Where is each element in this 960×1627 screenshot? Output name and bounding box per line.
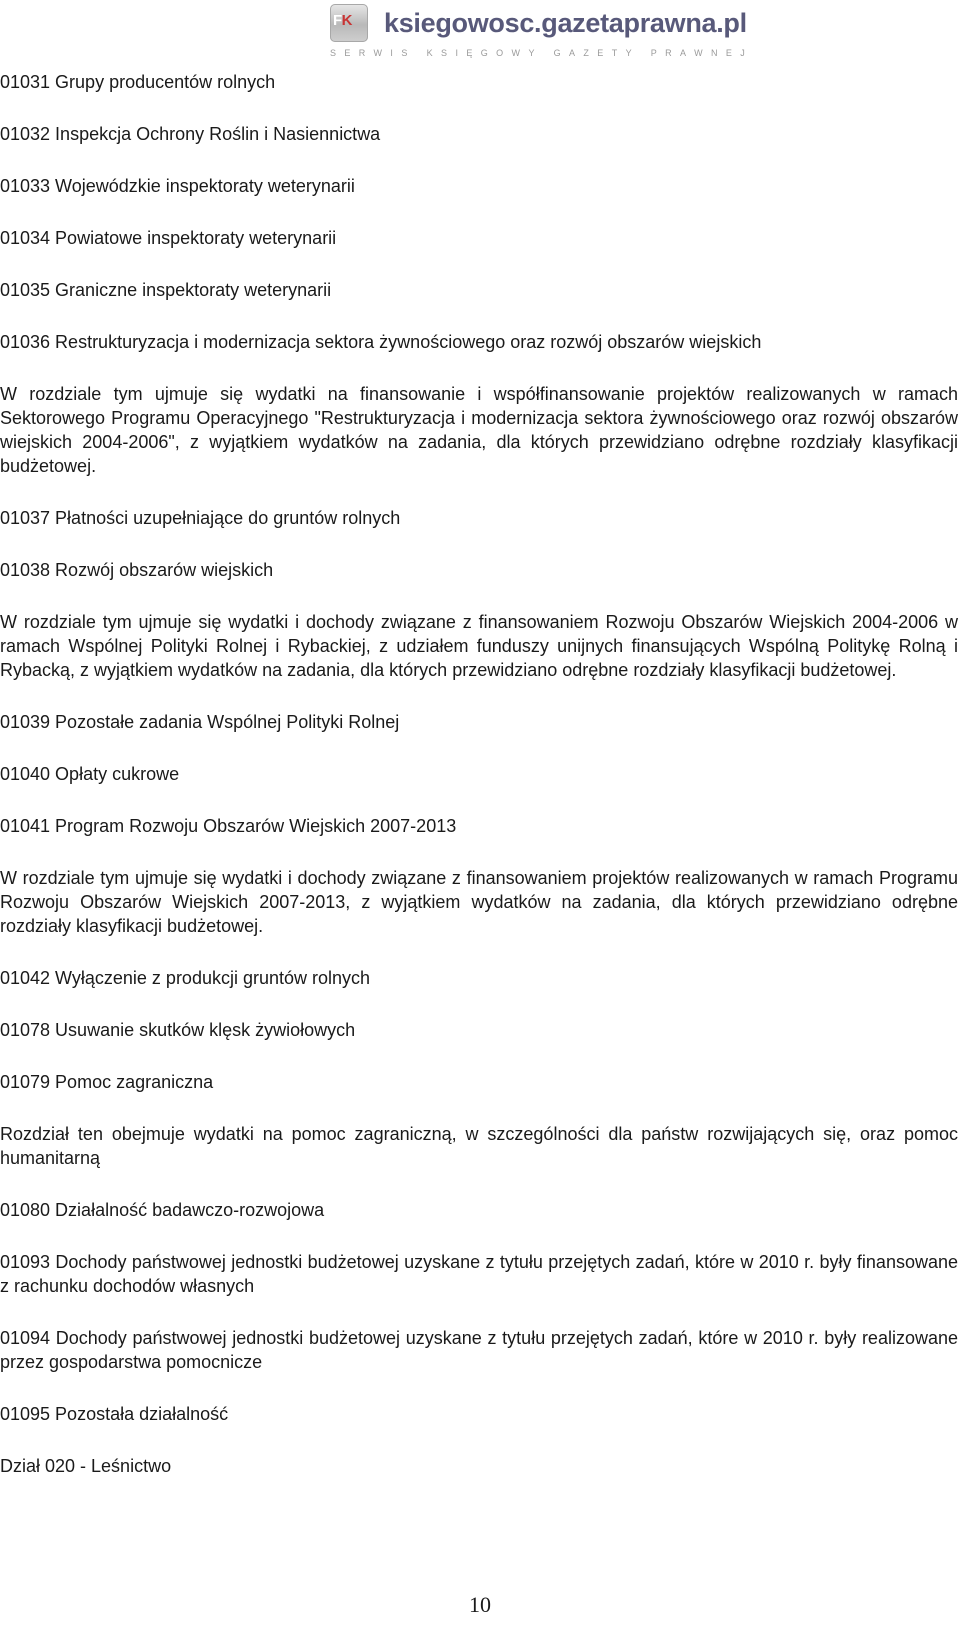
section-description: W rozdziale tym ujmuje się wydatki i dochody związane z finansowaniem projektów realizowanych w ramach Programu Rozwoju Obszarów Wiejskich 2007-2013, z wyjątkiem wydatków na zadania, dla których przewidziano odrębne rozdziały klasyfikacji budżetowej. (0, 868, 958, 936)
section-heading: 01079 Pomoc zagraniczna (0, 1072, 214, 1092)
section-heading: 01095 Pozostała działalność (0, 1404, 229, 1424)
section-heading: 01039 Pozostałe zadania Wspólnej Polityki Rolnej (0, 712, 400, 732)
section-heading: 01033 Wojewódzkie inspektoraty weterynarii (0, 176, 355, 196)
section-description: W rozdziale tym ujmuje się wydatki na finansowanie i współfinansowanie projektów realizowanych w ramach Sektorowego Programu Operacyjnego "Restrukturyzacja i modernizacja sektora żywnościowego oraz rozwój obszarów wiejskich 2004-2006", z wyjątkiem wydatków na zadania, dla których przewidziano odrębne rozdziały klasyfikacji budżetowej. (0, 384, 958, 476)
section-heading: 01035 Graniczne inspektoraty weterynarii (0, 280, 332, 300)
section-heading: 01094 Dochody państwowej jednostki budżetowej uzyskane z tytułu przejętych zadań, które w 2010 r. były realizowane przez gospodarstwa pomocnicze (0, 1328, 958, 1372)
section-heading: 01041 Program Rozwoju Obszarów Wiejskich 2007-2013 (0, 816, 457, 836)
section-heading: 01078 Usuwanie skutków klęsk żywiołowych (0, 1020, 356, 1040)
division-heading: Dział 020 - Leśnictwo (0, 1456, 172, 1476)
section-description: Rozdział ten obejmuje wydatki na pomoc zagraniczną, w szczególności dla państw rozwijających się, oraz pomoc humanitarną (0, 1124, 958, 1168)
page-number: 10 (469, 1592, 491, 1617)
section-heading: 01040 Opłaty cukrowe (0, 764, 180, 784)
document-body (0, 70, 958, 1506)
site-tagline: SERWIS KSIĘGOWY GAZETY PRAWNEJ (330, 48, 754, 58)
section-heading: 01093 Dochody państwowej jednostki budżetowej uzyskane z tytułu przejętych zadań, które w 2010 r. były finansowane z rachunku dochodów własnych (0, 1252, 958, 1296)
section-heading: 01037 Płatności uzupełniające do gruntów rolnych (0, 508, 401, 528)
site-name: ksiegowosc.gazetaprawna.pl (384, 8, 747, 38)
site-logo (330, 2, 754, 60)
section-heading: 01036 Restrukturyzacja i modernizacja sektora żywnościowego oraz rozwój obszarów wiejskich (0, 332, 762, 352)
section-heading: 01034 Powiatowe inspektoraty weterynarii (0, 228, 337, 248)
fk-logo-icon: FK (330, 4, 368, 42)
section-heading: 01032 Inspekcja Ochrony Roślin i Nasiennictwa (0, 124, 381, 144)
section-description: W rozdziale tym ujmuje się wydatki i dochody związane z finansowaniem Rozwoju Obszarów Wiejskich 2004-2006 w ramach Wspólnej Polityki Rolnej i Rybackiej, z udziałem funduszy unijnych finansujących Wspólną Politykę Rolną i Rybacką, z wyjątkiem wydatków na zadania, dla których przewidziano odrębne rozdziały klasyfikacji budżetowej. (0, 612, 958, 680)
section-heading: 01080 Działalność badawczo-rozwojowa (0, 1200, 325, 1220)
section-heading: 01042 Wyłączenie z produkcji gruntów rolnych (0, 968, 371, 988)
section-heading: 01031 Grupy producentów rolnych (0, 72, 276, 92)
section-heading: 01038 Rozwój obszarów wiejskich (0, 560, 274, 580)
